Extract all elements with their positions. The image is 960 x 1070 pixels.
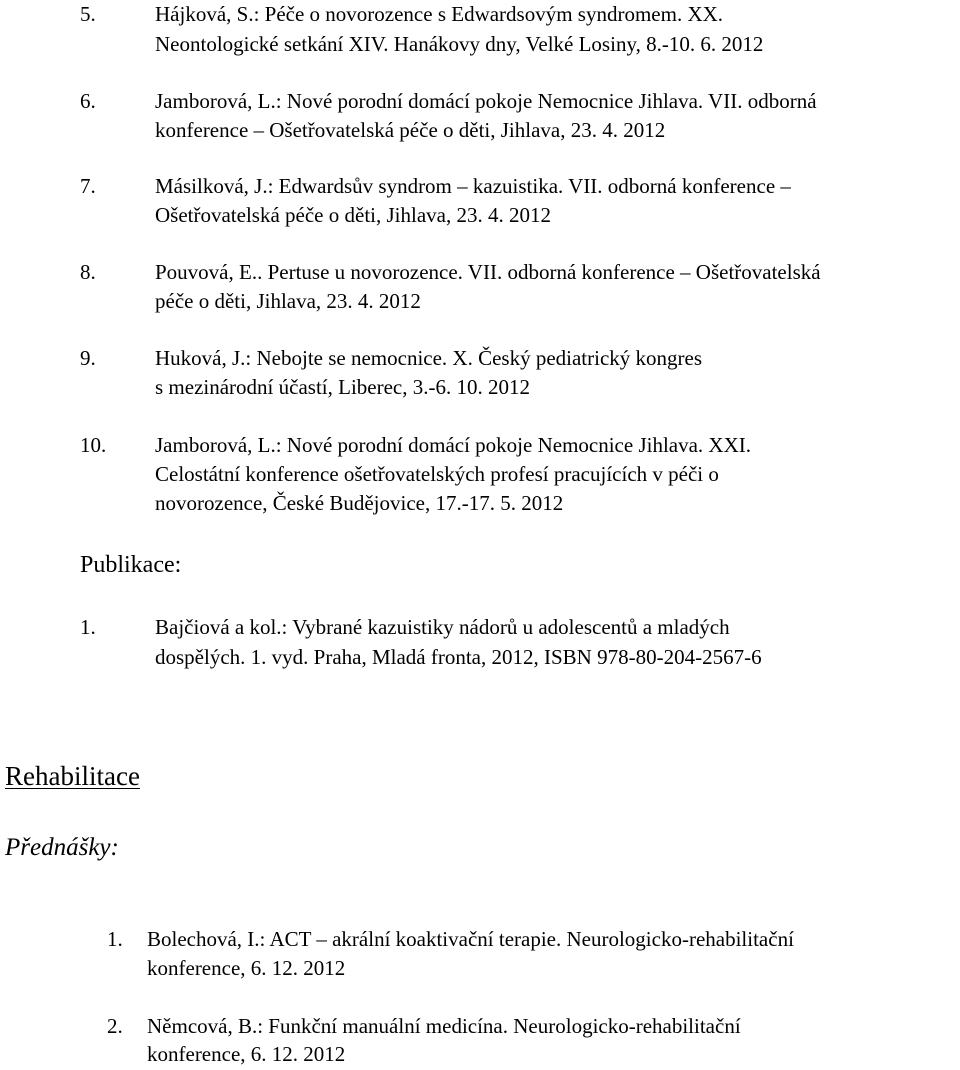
list-number: 1. [80,615,96,639]
list-number: 5. [80,2,96,26]
list-number: 7. [80,174,96,198]
entry-line: s mezinárodní účastí, Liberec, 3.-6. 10. 2012 [155,375,530,399]
lecture-line: konference, 6. 12. 2012 [147,956,346,980]
entry-line: Huková, J.: Nebojte se nemocnice. X. Český pediatrický kongres [155,346,703,370]
list-number: 9. [80,346,96,370]
entry-line: konference – Ošetřovatelská péče o děti, Jihlava, 23. 4. 2012 [155,118,666,142]
list-number: 2. [107,1014,123,1038]
entry-line: Pouvová, E.. Pertuse u novorozence. VII. odborná konference – Ošetřovatelská [155,260,821,284]
entry-line: Neontologické setkání XIV. Hanákovy dny, Velké Losiny, 8.-10. 6. 2012 [155,32,764,56]
list-number: 10. [80,433,107,457]
publication-line: Bajčiová a kol.: Vybrané kazuistiky nádorů u adolescentů a mladých [155,615,730,639]
lecture-line: konference, 6. 12. 2012 [147,1042,346,1066]
publication-line: dospělých. 1. vyd. Praha, Mladá fronta, 2012, ISBN 978-80-204-2567-6 [155,645,762,669]
lecture-line: Bolechová, I.: ACT – akrální koaktivační terapie. Neurologicko-rehabilitační [147,927,794,951]
entry-line: Celostátní konference ošetřovatelských profesí pracujících v péči o [155,462,719,486]
list-number: 1. [107,927,123,951]
list-number: 8. [80,260,96,284]
section-heading: Rehabilitace [5,761,140,791]
entry-line: Jamborová, L.: Nové porodní domácí pokoje Nemocnice Jihlava. VII. odborná [155,89,817,113]
lecture-line: Němcová, B.: Funkční manuální medicína. Neurologicko-rehabilitační [147,1014,741,1038]
lectures-heading: Přednášky: [5,834,119,861]
list-number: 6. [80,89,96,113]
entry-line: Jamborová, L.: Nové porodní domácí pokoje Nemocnice Jihlava. XXI. [155,433,752,457]
entry-line: péče o děti, Jihlava, 23. 4. 2012 [155,289,421,313]
entry-line: novorozence, České Budějovice, 17.-17. 5. 2012 [155,491,564,515]
entry-line: Ošetřovatelská péče o děti, Jihlava, 23. 4. 2012 [155,203,551,227]
publications-heading: Publikace: [80,552,182,578]
entry-line: Hájková, S.: Péče o novorozence s Edwardsovým syndromem. XX. [155,2,724,26]
entry-line: Másilková, J.: Edwardsův syndrom – kazuistika. VII. odborná konference – [155,174,791,198]
